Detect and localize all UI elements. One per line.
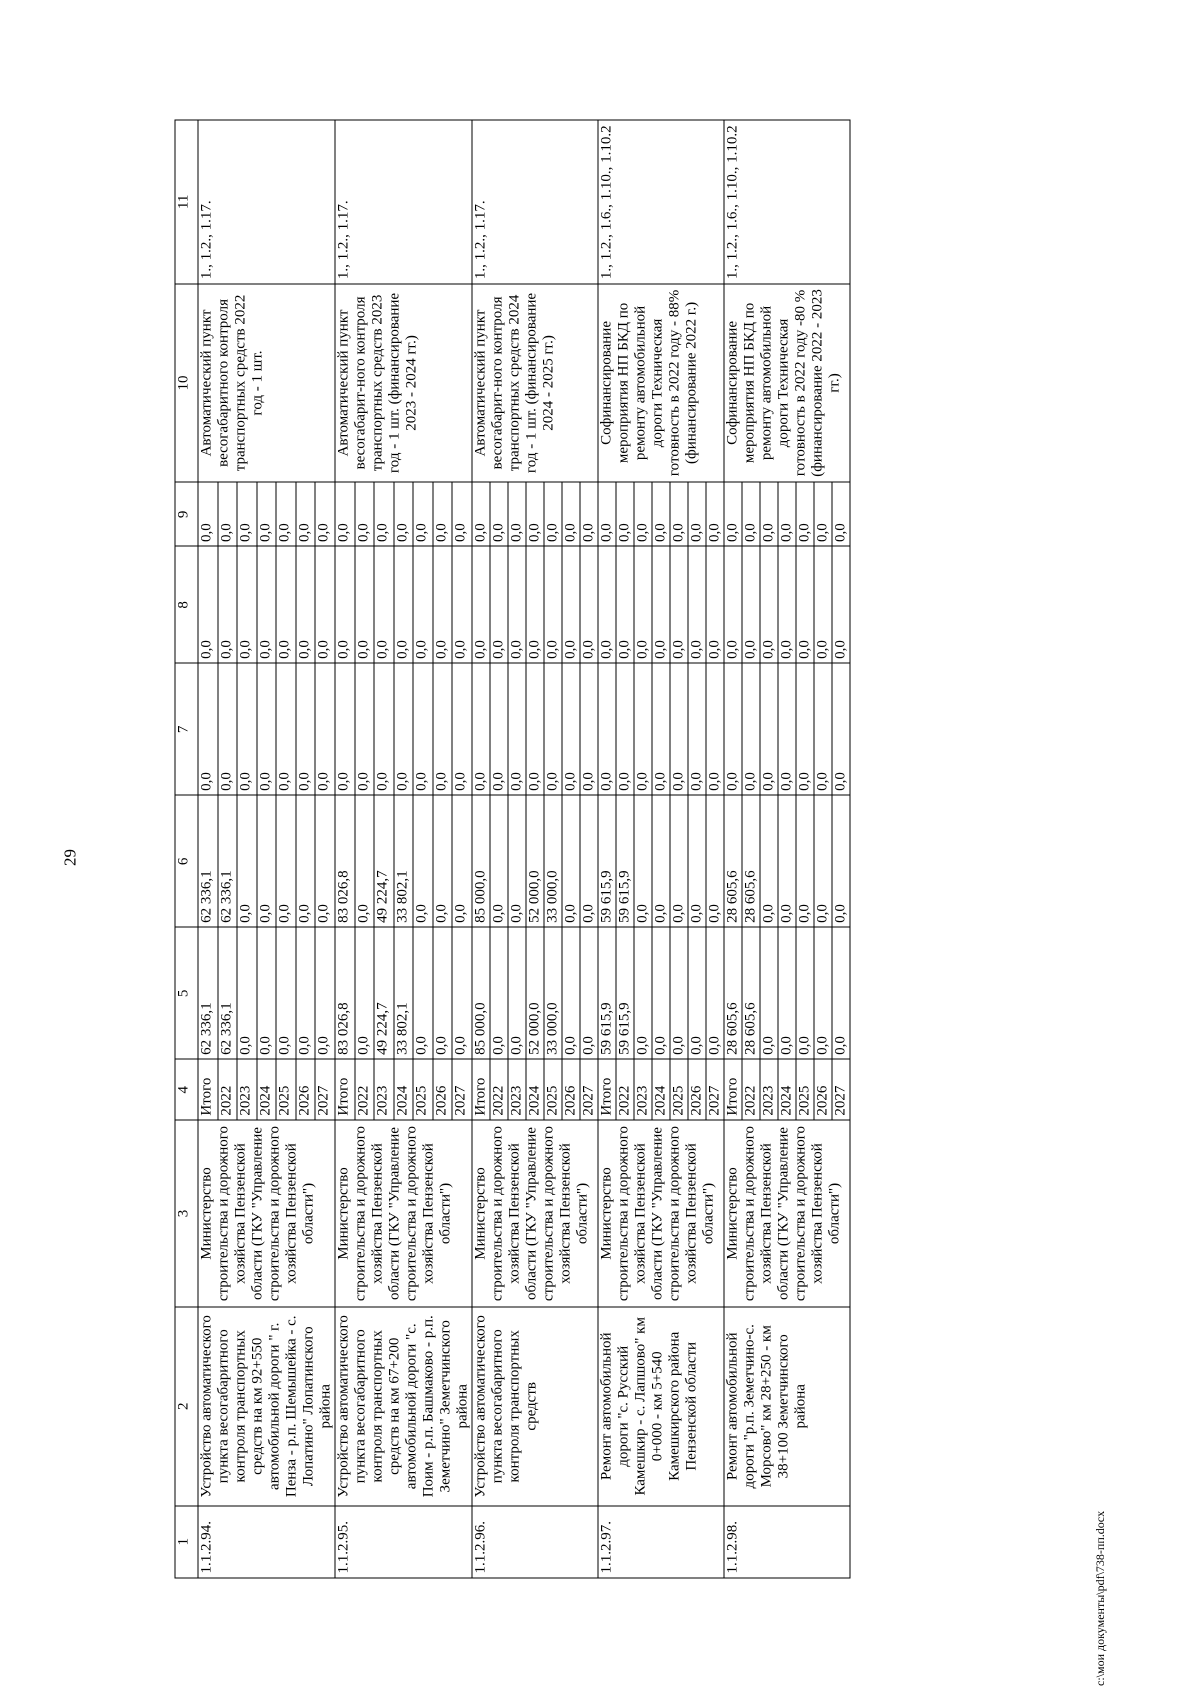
column-header-3: 3 <box>175 1120 198 1307</box>
amount-cell: 33 802,1 <box>393 795 413 927</box>
amount-cell: 0,0 <box>598 663 616 795</box>
year-cell: Итого <box>598 1059 616 1120</box>
activity-indicators: 1., 1.2., 1.6., 1.10., 1.10.2 <box>724 120 850 284</box>
amount-cell: 0,0 <box>742 663 760 795</box>
year-cell: 2024 <box>526 1059 544 1120</box>
amount-cell: 0,0 <box>217 663 237 795</box>
amount-cell: 0,0 <box>335 663 355 795</box>
program-table-wrapper <box>174 120 1144 1579</box>
amount-cell: 0,0 <box>688 795 706 927</box>
amount-cell: 0,0 <box>796 795 814 927</box>
amount-cell: 0,0 <box>432 663 452 795</box>
amount-cell: 0,0 <box>198 663 218 795</box>
amount-cell: 0,0 <box>634 482 652 546</box>
amount-cell: 33 000,0 <box>544 795 562 927</box>
year-cell: 2025 <box>276 1059 296 1120</box>
amount-cell: 0,0 <box>778 482 796 546</box>
table-body <box>198 120 850 1578</box>
amount-cell: 0,0 <box>432 795 452 927</box>
activity-name: Устройство автоматического пункта весогабаритного контроля транспортных средств на км 67+200 автомобильной дороги "с. Поим - р.п. Башмаково - р.п. Земетчино" Земетчинского района <box>335 1307 472 1506</box>
amount-cell: 0,0 <box>276 547 296 664</box>
amount-cell: 62 336,1 <box>198 795 218 927</box>
amount-cell: 0,0 <box>452 547 472 664</box>
amount-cell: 0,0 <box>256 547 276 664</box>
amount-cell: 0,0 <box>276 663 296 795</box>
table-row <box>724 120 742 1578</box>
amount-cell: 0,0 <box>832 927 850 1059</box>
year-cell: 2022 <box>354 1059 374 1120</box>
amount-cell: 33 000,0 <box>544 927 562 1059</box>
amount-cell: 85 000,0 <box>472 927 490 1059</box>
amount-cell: 0,0 <box>335 547 355 664</box>
year-cell: 2022 <box>616 1059 634 1120</box>
amount-cell: 0,0 <box>276 927 296 1059</box>
amount-cell: 0,0 <box>670 795 688 927</box>
amount-cell: 0,0 <box>562 795 580 927</box>
amount-cell: 0,0 <box>413 482 433 546</box>
table-row <box>472 120 490 1578</box>
year-cell: 2024 <box>652 1059 670 1120</box>
year-cell: 2024 <box>393 1059 413 1120</box>
amount-cell: 0,0 <box>217 482 237 546</box>
amount-cell: 0,0 <box>374 663 394 795</box>
activity-indicators: 1., 1.2., 1.17. <box>198 120 335 284</box>
amount-cell: 28 605,6 <box>724 927 742 1059</box>
amount-cell: 0,0 <box>814 482 832 546</box>
amount-cell: 0,0 <box>354 927 374 1059</box>
amount-cell: 0,0 <box>832 547 850 664</box>
amount-cell: 62 336,1 <box>217 927 237 1059</box>
amount-cell: 0,0 <box>724 547 742 664</box>
amount-cell: 0,0 <box>742 482 760 546</box>
amount-cell: 0,0 <box>580 663 598 795</box>
column-header-4: 4 <box>175 1059 198 1120</box>
column-header-10: 10 <box>175 284 198 483</box>
amount-cell: 0,0 <box>354 795 374 927</box>
amount-cell: 0,0 <box>237 663 257 795</box>
amount-cell: 0,0 <box>814 927 832 1059</box>
amount-cell: 0,0 <box>598 482 616 546</box>
activity-executor: Министерство строительства и дорожного хозяйства Пензенской области (ГКУ "Управление строительства и дорожного хозяйства Пензенской области") <box>598 1120 724 1307</box>
activity-name: Ремонт автомобильной дороги "с. Русский Камешкир - с. Лапшово" км 0+000 - км 5+540 Камешкирского района Пензенской области <box>598 1307 724 1506</box>
amount-cell: 0,0 <box>315 795 335 927</box>
amount-cell: 0,0 <box>526 663 544 795</box>
year-cell: 2022 <box>490 1059 508 1120</box>
year-cell: 2022 <box>217 1059 237 1120</box>
activity-number: 1.1.2.97. <box>598 1506 724 1578</box>
amount-cell: 49 224,7 <box>374 927 394 1059</box>
amount-cell: 0,0 <box>706 482 724 546</box>
amount-cell: 0,0 <box>652 547 670 664</box>
amount-cell: 0,0 <box>413 927 433 1059</box>
amount-cell: 0,0 <box>490 547 508 664</box>
year-cell: 2025 <box>670 1059 688 1120</box>
amount-cell: 0,0 <box>452 482 472 546</box>
year-cell: 2027 <box>452 1059 472 1120</box>
amount-cell: 0,0 <box>760 795 778 927</box>
year-cell: 2023 <box>374 1059 394 1120</box>
amount-cell: 0,0 <box>315 927 335 1059</box>
amount-cell: 0,0 <box>526 482 544 546</box>
amount-cell: 0,0 <box>796 927 814 1059</box>
year-cell: 2025 <box>413 1059 433 1120</box>
page-number: 29 <box>60 849 80 866</box>
amount-cell: 0,0 <box>544 663 562 795</box>
amount-cell: 0,0 <box>490 795 508 927</box>
amount-cell: 0,0 <box>256 927 276 1059</box>
activity-indicators: 1., 1.2., 1.6., 1.10., 1.10.2 <box>598 120 724 284</box>
amount-cell: 0,0 <box>670 927 688 1059</box>
amount-cell: 0,0 <box>760 927 778 1059</box>
amount-cell: 0,0 <box>580 927 598 1059</box>
amount-cell: 0,0 <box>295 663 315 795</box>
amount-cell: 0,0 <box>688 482 706 546</box>
amount-cell: 0,0 <box>490 927 508 1059</box>
amount-cell: 0,0 <box>832 482 850 546</box>
amount-cell: 0,0 <box>315 547 335 664</box>
amount-cell: 0,0 <box>490 482 508 546</box>
amount-cell: 0,0 <box>315 482 335 546</box>
amount-cell: 28 605,6 <box>724 795 742 927</box>
amount-cell: 0,0 <box>256 795 276 927</box>
activity-name: Устройство автоматического пункта весогабаритного контроля транспортных средств <box>472 1307 598 1506</box>
amount-cell: 0,0 <box>706 663 724 795</box>
column-header-2: 2 <box>175 1307 198 1506</box>
year-cell: 2026 <box>814 1059 832 1120</box>
activity-indicators: 1., 1.2., 1.17. <box>335 120 472 284</box>
amount-cell: 0,0 <box>393 663 413 795</box>
column-header-7: 7 <box>175 663 198 795</box>
amount-cell: 0,0 <box>256 482 276 546</box>
amount-cell: 0,0 <box>508 482 526 546</box>
activity-number: 1.1.2.94. <box>198 1506 335 1578</box>
amount-cell: 62 336,1 <box>217 795 237 927</box>
amount-cell: 33 802,1 <box>393 927 413 1059</box>
amount-cell: 0,0 <box>832 795 850 927</box>
amount-cell: 0,0 <box>706 547 724 664</box>
table-row <box>335 120 355 1578</box>
column-header-11: 11 <box>175 120 198 284</box>
amount-cell: 0,0 <box>760 547 778 664</box>
amount-cell: 0,0 <box>814 547 832 664</box>
amount-cell: 83 026,8 <box>335 795 355 927</box>
column-header-8: 8 <box>175 547 198 664</box>
footer-file-path: c:\мои документы\pdf\738-пп.docx <box>1093 1510 1107 1686</box>
amount-cell: 0,0 <box>374 547 394 664</box>
year-cell: 2025 <box>544 1059 562 1120</box>
activity-indicators: 1., 1.2., 1.17. <box>472 120 598 284</box>
column-number-row <box>175 120 198 1578</box>
amount-cell: 0,0 <box>616 482 634 546</box>
year-cell: 2022 <box>742 1059 760 1120</box>
amount-cell: 0,0 <box>452 927 472 1059</box>
year-cell: 2027 <box>832 1059 850 1120</box>
amount-cell: 0,0 <box>393 547 413 664</box>
amount-cell: 0,0 <box>634 927 652 1059</box>
amount-cell: 0,0 <box>580 482 598 546</box>
amount-cell: 0,0 <box>634 795 652 927</box>
amount-cell: 0,0 <box>472 663 490 795</box>
amount-cell: 0,0 <box>670 547 688 664</box>
amount-cell: 0,0 <box>335 482 355 546</box>
amount-cell: 0,0 <box>796 482 814 546</box>
amount-cell: 0,0 <box>508 795 526 927</box>
amount-cell: 0,0 <box>706 795 724 927</box>
amount-cell: 0,0 <box>295 547 315 664</box>
year-cell: 2023 <box>634 1059 652 1120</box>
amount-cell: 0,0 <box>393 482 413 546</box>
activity-executor: Министерство строительства и дорожного хозяйства Пензенской области (ГКУ "Управление строительства и дорожного хозяйства Пензенской области") <box>198 1120 335 1307</box>
column-header-1: 1 <box>175 1506 198 1578</box>
amount-cell: 0,0 <box>432 927 452 1059</box>
amount-cell: 85 000,0 <box>472 795 490 927</box>
activity-result: Софинансирование мероприятия НП БКД по ремонту автомобильной дороги Техническая готовность в 2022 году - 88% (финансирование 2022 г.) <box>598 284 724 483</box>
activity-executor: Министерство строительства и дорожного хозяйства Пензенской области (ГКУ "Управление строительства и дорожного хозяйства Пензенской области") <box>335 1120 472 1307</box>
year-cell: Итого <box>472 1059 490 1120</box>
year-cell: 2026 <box>688 1059 706 1120</box>
amount-cell: 0,0 <box>580 795 598 927</box>
amount-cell: 0,0 <box>814 795 832 927</box>
amount-cell: 0,0 <box>652 795 670 927</box>
amount-cell: 0,0 <box>706 927 724 1059</box>
year-cell: 2026 <box>562 1059 580 1120</box>
amount-cell: 0,0 <box>315 663 335 795</box>
amount-cell: 0,0 <box>374 482 394 546</box>
amount-cell: 0,0 <box>562 663 580 795</box>
amount-cell: 0,0 <box>562 482 580 546</box>
amount-cell: 0,0 <box>452 663 472 795</box>
amount-cell: 0,0 <box>256 663 276 795</box>
column-header-5: 5 <box>175 927 198 1059</box>
year-cell: 2026 <box>432 1059 452 1120</box>
amount-cell: 0,0 <box>472 482 490 546</box>
amount-cell: 0,0 <box>814 663 832 795</box>
amount-cell: 0,0 <box>778 795 796 927</box>
table-row <box>198 120 218 1578</box>
amount-cell: 0,0 <box>508 547 526 664</box>
program-activities-table <box>174 120 850 1579</box>
amount-cell: 0,0 <box>634 547 652 664</box>
amount-cell: 52 000,0 <box>526 795 544 927</box>
activity-number: 1.1.2.95. <box>335 1506 472 1578</box>
amount-cell: 0,0 <box>760 482 778 546</box>
year-cell: 2023 <box>237 1059 257 1120</box>
year-cell: 2027 <box>580 1059 598 1120</box>
amount-cell: 0,0 <box>295 795 315 927</box>
activity-name: Ремонт автомобильной дороги "р.п. Земетчино-с. Морсово" км 28+250 - км 38+100 Земетчинского района <box>724 1307 850 1506</box>
activity-number: 1.1.2.98. <box>724 1506 850 1578</box>
amount-cell: 0,0 <box>688 927 706 1059</box>
amount-cell: 0,0 <box>760 663 778 795</box>
amount-cell: 83 026,8 <box>335 927 355 1059</box>
year-cell: 2024 <box>778 1059 796 1120</box>
amount-cell: 0,0 <box>490 663 508 795</box>
amount-cell: 0,0 <box>276 795 296 927</box>
amount-cell: 0,0 <box>598 547 616 664</box>
amount-cell: 0,0 <box>652 663 670 795</box>
year-cell: 2023 <box>760 1059 778 1120</box>
amount-cell: 0,0 <box>724 482 742 546</box>
amount-cell: 0,0 <box>413 795 433 927</box>
activity-executor: Министерство строительства и дорожного хозяйства Пензенской области (ГКУ "Управление строительства и дорожного хозяйства Пензенской области") <box>724 1120 850 1307</box>
amount-cell: 0,0 <box>295 927 315 1059</box>
activity-number: 1.1.2.96. <box>472 1506 598 1578</box>
amount-cell: 0,0 <box>544 482 562 546</box>
activity-result: Автоматический пункт весогабаритного контроля транспортных средств 2022 год - 1 шт. <box>198 284 335 483</box>
column-header-6: 6 <box>175 795 198 927</box>
amount-cell: 0,0 <box>295 482 315 546</box>
amount-cell: 0,0 <box>237 547 257 664</box>
activity-result: Софинансирование мероприятия НП БКД по ремонту автомобильной дороги Техническая готовность в 2022 году -80 % (финансирование 2022 - 2023 гг.) <box>724 284 850 483</box>
amount-cell: 0,0 <box>652 927 670 1059</box>
amount-cell: 0,0 <box>778 927 796 1059</box>
amount-cell: 0,0 <box>544 547 562 664</box>
amount-cell: 59 615,9 <box>598 795 616 927</box>
amount-cell: 0,0 <box>472 547 490 664</box>
amount-cell: 0,0 <box>508 663 526 795</box>
year-cell: 2027 <box>315 1059 335 1120</box>
amount-cell: 0,0 <box>237 795 257 927</box>
activity-executor: Министерство строительства и дорожного хозяйства Пензенской области (ГКУ "Управление строительства и дорожного хозяйства Пензенской области") <box>472 1120 598 1307</box>
amount-cell: 0,0 <box>778 663 796 795</box>
year-cell: Итого <box>198 1059 218 1120</box>
amount-cell: 0,0 <box>634 663 652 795</box>
table-row <box>598 120 616 1578</box>
amount-cell: 0,0 <box>832 663 850 795</box>
activity-result: Автоматический пункт весогабарит-ного контроля транспортных средств 2023 год - 1 шт. (финансирование 2023 - 2024 гг.) <box>335 284 472 483</box>
amount-cell: 62 336,1 <box>198 927 218 1059</box>
amount-cell: 0,0 <box>616 663 634 795</box>
year-cell: 2026 <box>295 1059 315 1120</box>
activity-name: Устройство автоматического пункта весогабаритного контроля транспортных средств на км 92+550 автомобильной дороги " г. Пенза - р.п. Шемышейка - с. Лопатино" Лопатинского района <box>198 1307 335 1506</box>
amount-cell: 59 615,9 <box>616 927 634 1059</box>
amount-cell: 0,0 <box>508 927 526 1059</box>
amount-cell: 0,0 <box>688 547 706 664</box>
amount-cell: 0,0 <box>526 547 544 664</box>
year-cell: Итого <box>335 1059 355 1120</box>
year-cell: Итого <box>724 1059 742 1120</box>
year-cell: 2024 <box>256 1059 276 1120</box>
amount-cell: 0,0 <box>237 482 257 546</box>
amount-cell: 0,0 <box>688 663 706 795</box>
amount-cell: 0,0 <box>670 663 688 795</box>
amount-cell: 59 615,9 <box>598 927 616 1059</box>
column-header-9: 9 <box>175 482 198 546</box>
amount-cell: 0,0 <box>562 927 580 1059</box>
year-cell: 2025 <box>796 1059 814 1120</box>
amount-cell: 0,0 <box>652 482 670 546</box>
amount-cell: 0,0 <box>413 663 433 795</box>
amount-cell: 0,0 <box>354 663 374 795</box>
amount-cell: 0,0 <box>796 547 814 664</box>
amount-cell: 0,0 <box>354 547 374 664</box>
amount-cell: 0,0 <box>432 547 452 664</box>
year-cell: 2023 <box>508 1059 526 1120</box>
amount-cell: 0,0 <box>778 547 796 664</box>
amount-cell: 0,0 <box>616 547 634 664</box>
amount-cell: 0,0 <box>670 482 688 546</box>
amount-cell: 0,0 <box>354 482 374 546</box>
amount-cell: 0,0 <box>742 547 760 664</box>
amount-cell: 0,0 <box>237 927 257 1059</box>
activity-result: Автоматический пункт весогабарит-ного контроля транспортных средств 2024 год - 1 шт. (финансирование 2024 - 2025 гг.) <box>472 284 598 483</box>
amount-cell: 0,0 <box>724 663 742 795</box>
amount-cell: 0,0 <box>562 547 580 664</box>
amount-cell: 0,0 <box>198 547 218 664</box>
year-cell: 2027 <box>706 1059 724 1120</box>
amount-cell: 0,0 <box>580 547 598 664</box>
amount-cell: 28 605,6 <box>742 795 760 927</box>
amount-cell: 0,0 <box>432 482 452 546</box>
amount-cell: 0,0 <box>452 795 472 927</box>
amount-cell: 0,0 <box>198 482 218 546</box>
amount-cell: 28 605,6 <box>742 927 760 1059</box>
amount-cell: 52 000,0 <box>526 927 544 1059</box>
amount-cell: 59 615,9 <box>616 795 634 927</box>
amount-cell: 0,0 <box>276 482 296 546</box>
amount-cell: 0,0 <box>413 547 433 664</box>
amount-cell: 0,0 <box>796 663 814 795</box>
amount-cell: 49 224,7 <box>374 795 394 927</box>
amount-cell: 0,0 <box>217 547 237 664</box>
